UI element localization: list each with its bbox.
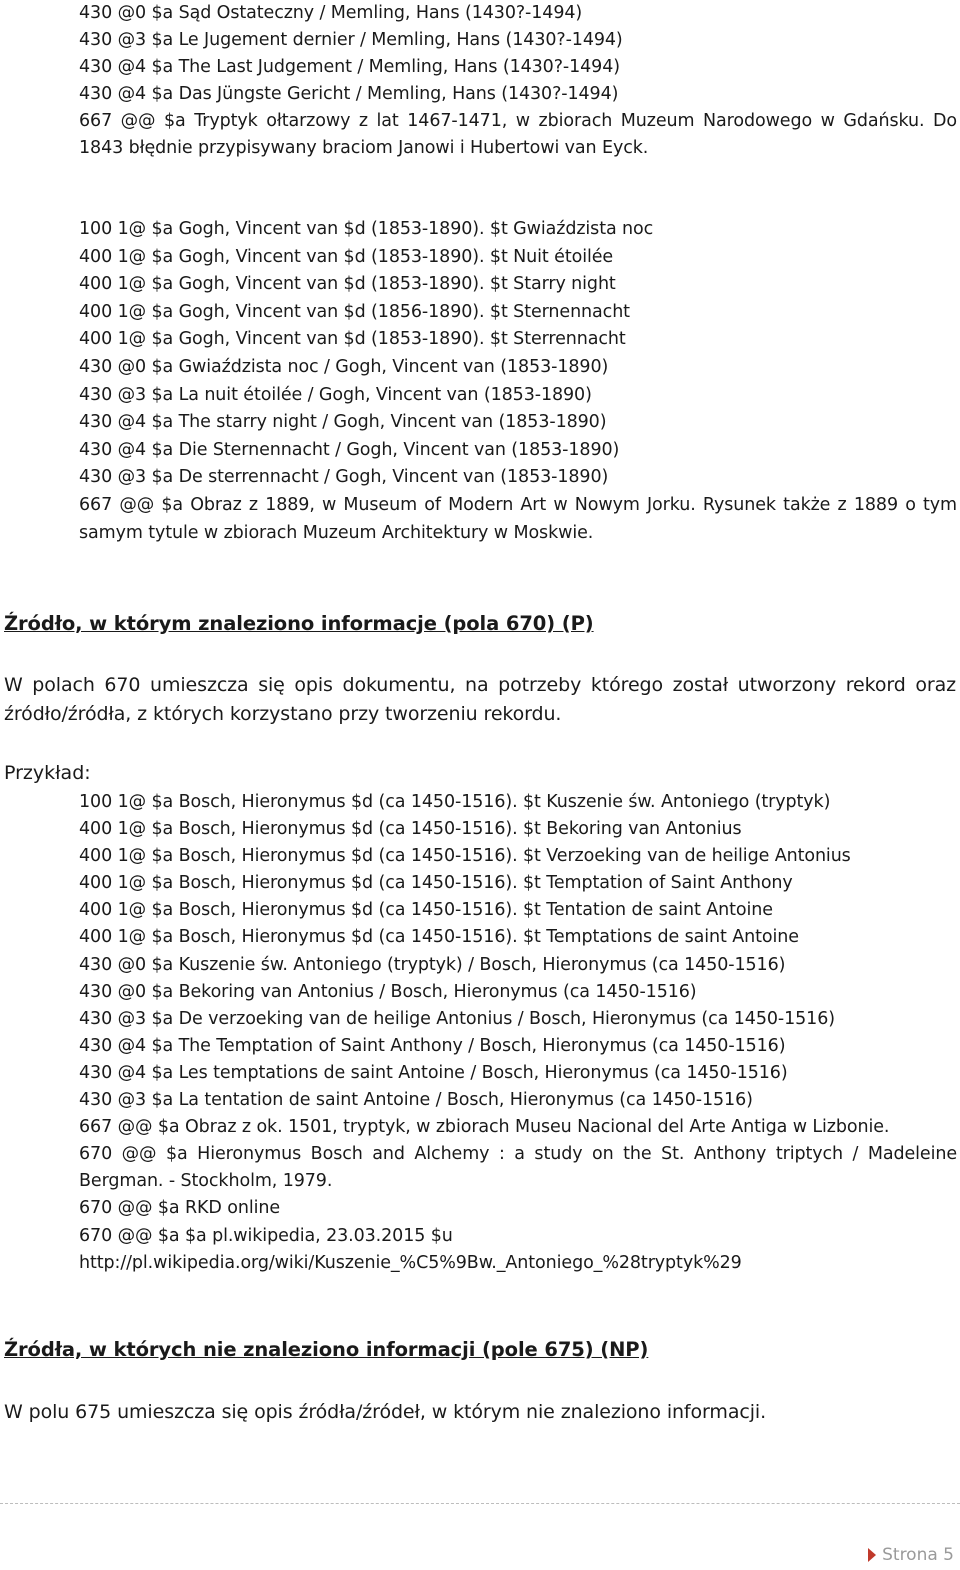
source-url-link[interactable]: http://pl.wikipedia.org/wiki/Kuszenie_%C5%9Bw._Antoniego_%28tryptyk%29 xyxy=(79,1252,742,1273)
record-line: 100 1@ $a Gogh, Vincent van $d (1853-1890). $t Gwiaździsta noc xyxy=(79,219,654,239)
record-line: 400 1@ $a Bosch, Hieronymus $d (ca 1450-1516). $t Temptations de saint Antoine xyxy=(79,927,799,948)
record-note-line: 667 @@ $a Tryptyk ołtarzowy z lat 1467-1471, w zbiorach Muzeum Narodowego w Gdańsku. Do 1843 błędnie przypisywany braciom Janowi i Hubertowi van Eyck. xyxy=(79,111,957,158)
record-line: 430 @0 $a Gwiaździsta noc / Gogh, Vincent van (1853-1890) xyxy=(79,356,609,377)
section-670-paragraph: W polach 670 umieszcza się opis dokumentu, na potrzeby którego został utworzony rekord oraz źródło/źródła, z których korzystano przy tworzeniu rekordu. xyxy=(4,674,956,725)
record-source-line: 670 @@ $a Hieronymus Bosch and Alchemy : a study on the St. Anthony triptych / Madeleine Bergman. - Stockholm, 1979. xyxy=(79,1144,957,1192)
page-footer xyxy=(868,1545,954,1565)
record-line: 430 @0 $a Kuszenie św. Antoniego (tryptyk) / Bosch, Hieronymus (ca 1450-1516) xyxy=(79,954,786,975)
record-line: 430 @3 $a La nuit étoilée / Gogh, Vincent van (1853-1890) xyxy=(79,384,592,405)
record-line: 430 @4 $a Das Jüngste Gericht / Memling, Hans (1430?-1494) xyxy=(79,84,619,104)
record-line: 400 1@ $a Bosch, Hieronymus $d (ca 1450-1516). $t Bekoring van Antonius xyxy=(79,819,742,840)
record-line: 430 @4 $a The starry night / Gogh, Vincent van (1853-1890) xyxy=(79,412,607,433)
record-line: 400 1@ $a Gogh, Vincent van $d (1856-1890). $t Sternennacht xyxy=(79,301,630,322)
record-source-line: 670 @@ $a RKD online xyxy=(79,1198,281,1219)
section-675-heading: Źródła, w których nie znaleziono informacji (pole 675) (NP) xyxy=(4,1338,649,1361)
page-number: Strona 5 xyxy=(882,1545,954,1565)
record-source-line: 670 @@ $a $a pl.wikipedia, 23.03.2015 $u xyxy=(79,1225,453,1246)
record-line: 430 @3 $a La tentation de saint Antoine / Bosch, Hieronymus (ca 1450-1516) xyxy=(79,1090,753,1111)
record-line: 400 1@ $a Gogh, Vincent van $d (1853-1890). $t Starry night xyxy=(79,274,616,295)
record-line: 667 @@ $a Obraz z ok. 1501, tryptyk, w zbiorach Museu Nacional del Arte Antiga w Lizbonie. xyxy=(79,1117,890,1138)
record-line: 430 @3 $a Le Jugement dernier / Memling, Hans (1430?-1494) xyxy=(79,30,623,50)
arrow-right-icon xyxy=(868,1548,876,1562)
record-line: 400 1@ $a Bosch, Hieronymus $d (ca 1450-1516). $t Tentation de saint Antoine xyxy=(79,900,773,921)
record-line: 430 @0 $a Bekoring van Antonius / Bosch, Hieronymus (ca 1450-1516) xyxy=(79,981,697,1002)
section-670-heading: Źródło, w którym znaleziono informacje (pola 670) (P) xyxy=(4,612,594,635)
footer-divider xyxy=(0,1503,960,1504)
record-line: 400 1@ $a Bosch, Hieronymus $d (ca 1450-1516). $t Verzoeking van de heilige Antonius xyxy=(79,846,851,867)
record-line: 430 @4 $a Les temptations de saint Antoine / Bosch, Hieronymus (ca 1450-1516) xyxy=(79,1062,788,1083)
record-line: 100 1@ $a Bosch, Hieronymus $d (ca 1450-1516). $t Kuszenie św. Antoniego (tryptyk) xyxy=(79,792,831,812)
record-note-line: 667 @@ $a Obraz z 1889, w Museum of Modern Art w Nowym Jorku. Rysunek także z 1889 o tym samym tytule w zbiorach Muzeum Architektury w Moskwie. xyxy=(79,494,957,543)
record-line: 400 1@ $a Gogh, Vincent van $d (1853-1890). $t Nuit étoilée xyxy=(79,246,614,267)
record-line: 400 1@ $a Bosch, Hieronymus $d (ca 1450-1516). $t Temptation of Saint Anthony xyxy=(79,873,793,894)
record-line: 430 @4 $a Die Sternennacht / Gogh, Vincent van (1853-1890) xyxy=(79,439,620,460)
record-line: 430 @0 $a Sąd Ostateczny / Memling, Hans (1430?-1494) xyxy=(79,3,583,23)
record-line: 430 @3 $a De verzoeking van de heilige Antonius / Bosch, Hieronymus (ca 1450-1516) xyxy=(79,1008,835,1029)
record-line: 400 1@ $a Gogh, Vincent van $d (1853-1890). $t Sterrennacht xyxy=(79,329,626,350)
record-line: 430 @4 $a The Temptation of Saint Anthony / Bosch, Hieronymus (ca 1450-1516) xyxy=(79,1035,786,1056)
example-label: Przykład: xyxy=(4,762,91,784)
memling-record-block xyxy=(79,0,957,162)
bosch-record-block xyxy=(79,789,957,1277)
record-line: 430 @4 $a The Last Judgement / Memling, Hans (1430?-1494) xyxy=(79,57,620,77)
record-line: 430 @3 $a De sterrennacht / Gogh, Vincent van (1853-1890) xyxy=(79,467,609,488)
gogh-record-block xyxy=(79,216,957,547)
section-675-paragraph: W polu 675 umieszcza się opis źródła/źródeł, w którym nie znaleziono informacji. xyxy=(4,1401,767,1423)
